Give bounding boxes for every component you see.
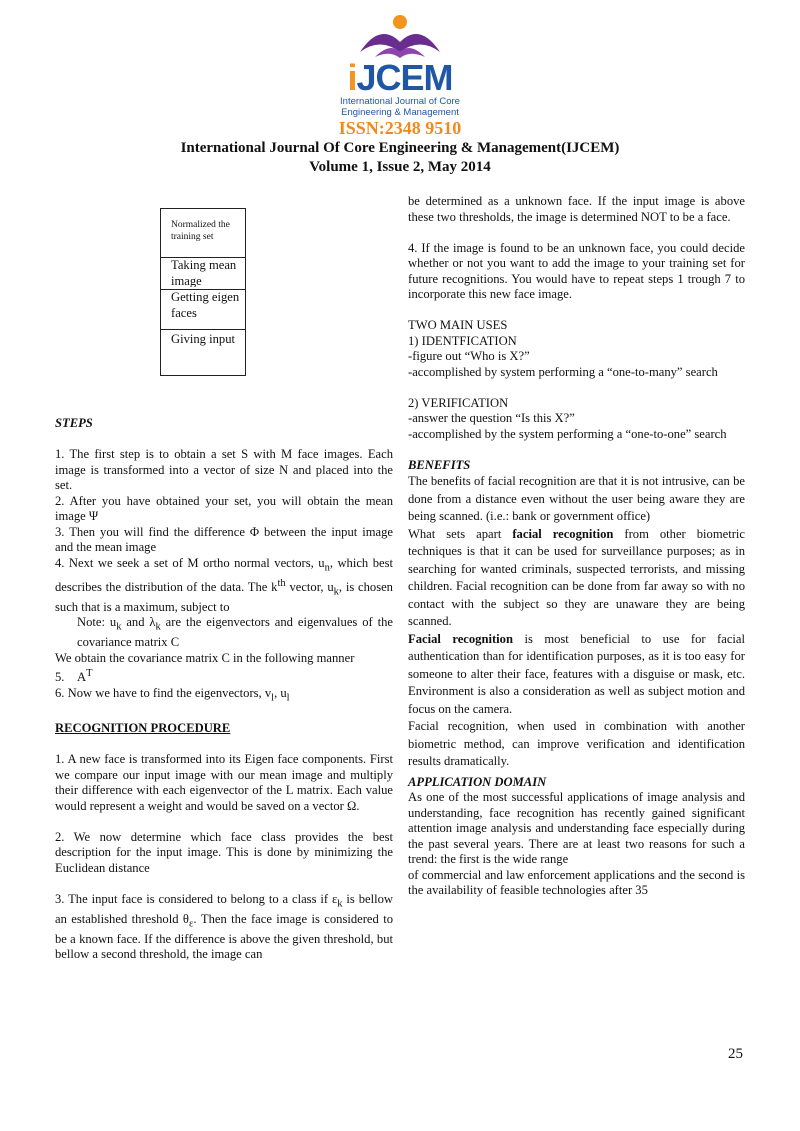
benefits-4: Facial recognition, when used in combination with another biometric method, can improve verification and identification results dramatically. [408,719,745,768]
recognition-2: 2. We now determine which face class provides the best description for the input image. This is done by minimizing the Euclidean distance [55,829,393,875]
uses-heading: TWO MAIN USES [408,318,508,332]
right-column [408,194,745,899]
flow-box-input: Giving input [161,329,245,375]
covariance-line: We obtain the covariance matrix C in the following manner [55,650,355,665]
flow-box-mean: Taking mean image [161,257,245,287]
flowchart [160,208,246,376]
step-1: 1. The first step is to obtain a set S with M face images. Each image is transformed into a vector of size N and placed into the set. [55,447,393,492]
logo-emblem-icon [330,12,470,62]
steps-heading: STEPS [55,416,93,430]
uses-verification-desc: -accomplished by the system performing a “one-to-one” search [408,426,727,441]
application-1: As one of the most successful applications of image analysis and understanding, face recognition has recently gained significant attention image analysis and understanding face especially during the past several years. There are at least two reasons for such a trend: the first is the wide range [408,790,745,866]
note: Note: $u_k$ and $\lambda_k$ are the eigenvectors and eigenvalues of the covariance matrix C [77,615,393,650]
left-column [55,416,393,963]
flow-box-normalize: Normalized the training set [171,220,230,242]
logo-wordmark: iJCEM [347,57,453,98]
page-number: 25 [728,1046,743,1062]
application-heading: APPLICATION DOMAIN [408,774,547,789]
benefits-2: What sets apart facial recognition from other biometric techniques is that it can be used for surveillance purposes; as in searching for wanted criminals, suspected terrorists, and missing children. Facial recognition can be done from far away so with no contact with the subject so they are unaware they are being scanned. [408,526,746,628]
step-3: 3. Then you will find the difference Φ between the input image and the mean image [55,524,393,554]
journal-title: International Journal Of Core Engineering & Management(IJCEM) Volume 1, Issue 2, May 2014 [0,139,800,177]
journal-logo [330,12,470,118]
uses-identification-desc: -accomplished by system performing a “one-to-many” search [408,364,718,379]
recognition-3-cont: be determined as a unknown face. If the input image is above these two thresholds, the image is determined NOT to be a face. [408,194,745,224]
uses-verification: 2) VERIFICATION [408,395,509,410]
recognition-1: 1. A new face is transformed into its Eigen face components. First we compare our input image with our mean image and multiply their difference with each eigenvector of the L matrix. Each value would represent a weight and would be saved on a vector Ω. [55,752,393,813]
recognition-4: 4. If the image is found to be an unknown face, you could decide whether or not you want to add the image to your training set for future recognitions. You would have to repeat steps 1 trough 7 to incorporate this new face image. [408,240,745,301]
flow-box-eigen: Getting eigen faces [161,289,245,329]
benefits-heading: BENEFITS [408,457,471,472]
recognition-heading: RECOGNITION PROCEDURE [55,721,231,736]
step-2: 2. After you have obtained your set, you will obtain the mean image Ψ [55,493,393,523]
step-6: 6. Now we have to find the eigenvectors, $v_l$, $u_l$ [55,685,290,704]
uses-verification-q: -answer the question “Is this X?” [408,411,575,425]
uses-identification-q: -figure out “Who is X?” [408,349,530,363]
uses-identification: 1) IDENTFICATION [408,333,517,348]
volume-info: Volume 1, Issue 2, May 2014 [309,159,491,175]
logo-subtitle-1: International Journal of Core [340,96,460,107]
step-4: 4. Next we seek a set of M ortho normal vectors, $u_n$, which best describes the distribution of the data. The $k^{th}$ vector, $u_k$, is chosen such that is a maximum, subject to [55,555,393,614]
recognition-3: 3. The input face is considered to belong to a class if $\varepsilon_k$ is bellow an established threshold $\theta_\varepsilon$. Then the face image is considered to be a known face. If the difference is above the given threshold, but bellow a second threshold, the image can [55,891,393,962]
logo-subtitle-2: Engineering & Management [341,107,459,118]
application-2: of commercial and law enforcement applications and the second is the availability of feasible technologies after 35 [408,867,745,897]
benefits-3: Facial recognition is most beneficial to use for facial authentication than for identification purposes, as it is too easy for someone to alter their face, features with a disguise or mask, etc. Environment is also a consideration as well as subject motion and focus on the camera. [408,631,746,716]
step-5: 5. $A^T$ [55,668,93,685]
benefits-1: The benefits of facial recognition are that it is not intrusive, can be done from a distance even without the user being aware they are being scanned. (i.e.: bank or government office) [408,474,745,523]
issn: ISSN:2348 9510 [338,118,462,138]
